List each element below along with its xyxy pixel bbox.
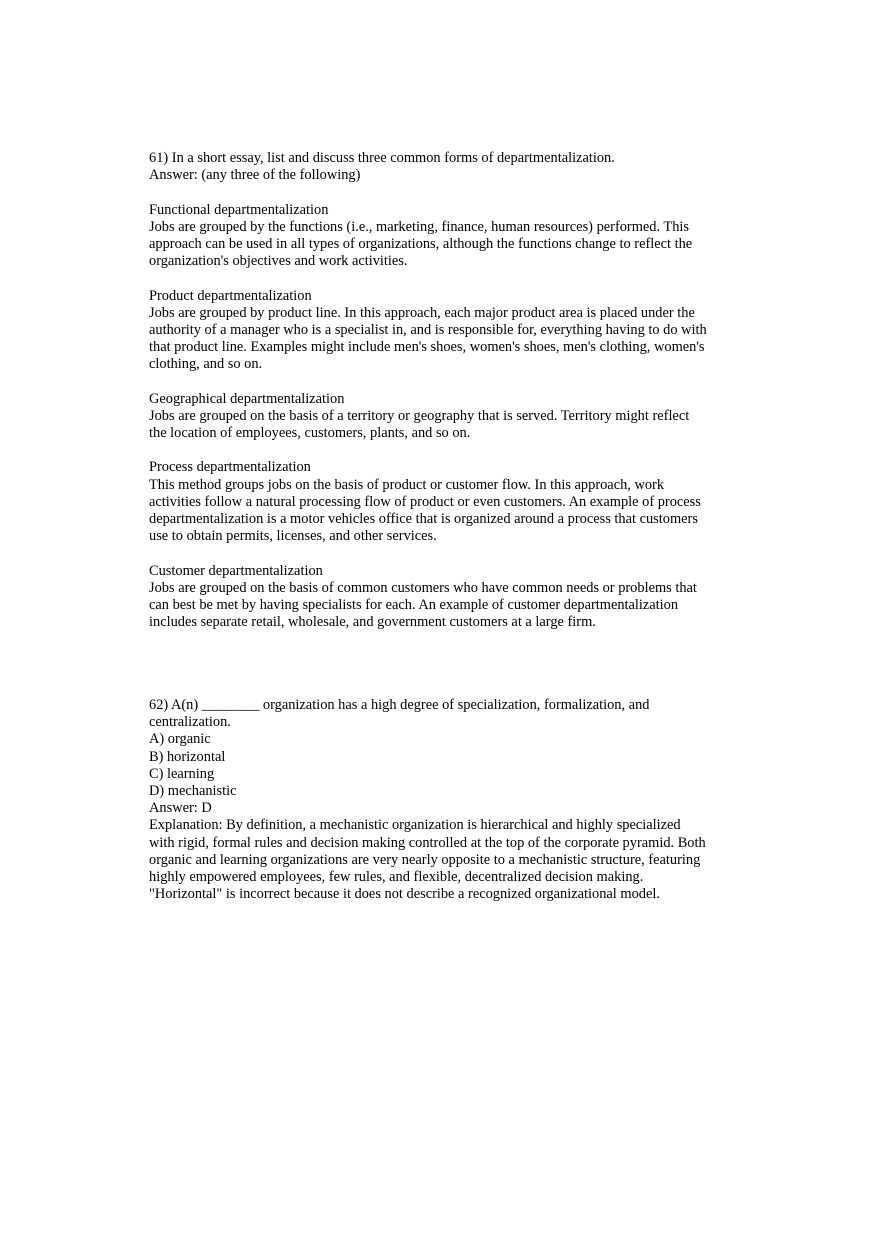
question-61 — [149, 150, 749, 631]
section-line: the location of employees, customers, plants, and so on. — [149, 425, 471, 441]
question-61-answer: Answer: (any three of the following) — [149, 167, 361, 184]
question-62-answer: Answer: D — [149, 800, 212, 817]
question-62-text: centralization. — [149, 714, 231, 731]
option-d: D) mechanistic — [149, 782, 237, 799]
question-62 — [149, 697, 749, 903]
section-line: Jobs are grouped by product line. In this approach, each major product area is placed under the — [149, 304, 695, 321]
section-heading-customer: Customer departmentalization — [149, 562, 323, 579]
explanation-line: with rigid, formal rules and decision making controlled at the top of the corporate pyramid. Both — [149, 834, 706, 851]
section-heading-process: Process departmentalization — [149, 459, 311, 476]
section-line: This method groups jobs on the basis of product or customer flow. In this approach, work — [149, 476, 665, 493]
option-b: B) horizontal — [149, 748, 226, 765]
section-line: Jobs are grouped on the basis of a territory or geography that is served. Territory might reflect — [149, 407, 690, 424]
explanation-line: highly empowered employees, few rules, and flexible, decentralized decision making. — [149, 868, 644, 885]
question-61-text: 61) In a short essay, list and discuss three common forms of departmentalization. — [149, 150, 615, 166]
question-62-text: 62) A(n) ________ organization has a high degree of specialization, formalization, and — [149, 697, 650, 713]
section-heading-geographical: Geographical departmentalization — [149, 390, 345, 407]
option-a: A) organic — [149, 731, 211, 748]
section-line: can best be met by having specialists for each. An example of customer departmentalization — [149, 596, 679, 613]
section-line: Jobs are grouped by the functions (i.e., marketing, finance, human resources) performed. This — [149, 218, 690, 235]
spacer — [149, 270, 749, 287]
section-line: use to obtain permits, licenses, and other services. — [149, 528, 437, 545]
option-c: C) learning — [149, 765, 215, 782]
spacer — [149, 442, 749, 459]
section-heading-product: Product departmentalization — [149, 287, 312, 304]
section-line: Jobs are grouped on the basis of common customers who have common needs or problems that — [149, 579, 697, 596]
section-line: includes separate retail, wholesale, and government customers at a large firm. — [149, 614, 596, 631]
section-line: organization's objectives and work activities. — [149, 253, 408, 270]
section-line: authority of a manager who is a specialist in, and is responsible for, everything having to do with — [149, 321, 707, 338]
section-line: departmentalization is a motor vehicles office that is organized around a process that customers — [149, 510, 698, 527]
section-line: that product line. Examples might include men's shoes, women's shoes, men's clothing, women's — [149, 339, 705, 356]
explanation-line: Explanation: By definition, a mechanistic organization is hierarchical and highly specialized — [149, 817, 681, 834]
section-line: approach can be used in all types of organizations, although the functions change to reflect the — [149, 235, 693, 252]
section-line: clothing, and so on. — [149, 356, 263, 373]
explanation-line: "Horizontal" is incorrect because it does not describe a recognized organizational model. — [149, 886, 660, 903]
explanation-line: organic and learning organizations are very nearly opposite to a mechanistic structure, featuring — [149, 851, 701, 868]
section-line: activities follow a natural processing flow of product or even customers. An example of process — [149, 493, 701, 510]
section-heading-functional: Functional departmentalization — [149, 201, 329, 218]
spacer — [149, 184, 749, 201]
spacer — [149, 545, 749, 562]
spacer — [149, 373, 749, 390]
